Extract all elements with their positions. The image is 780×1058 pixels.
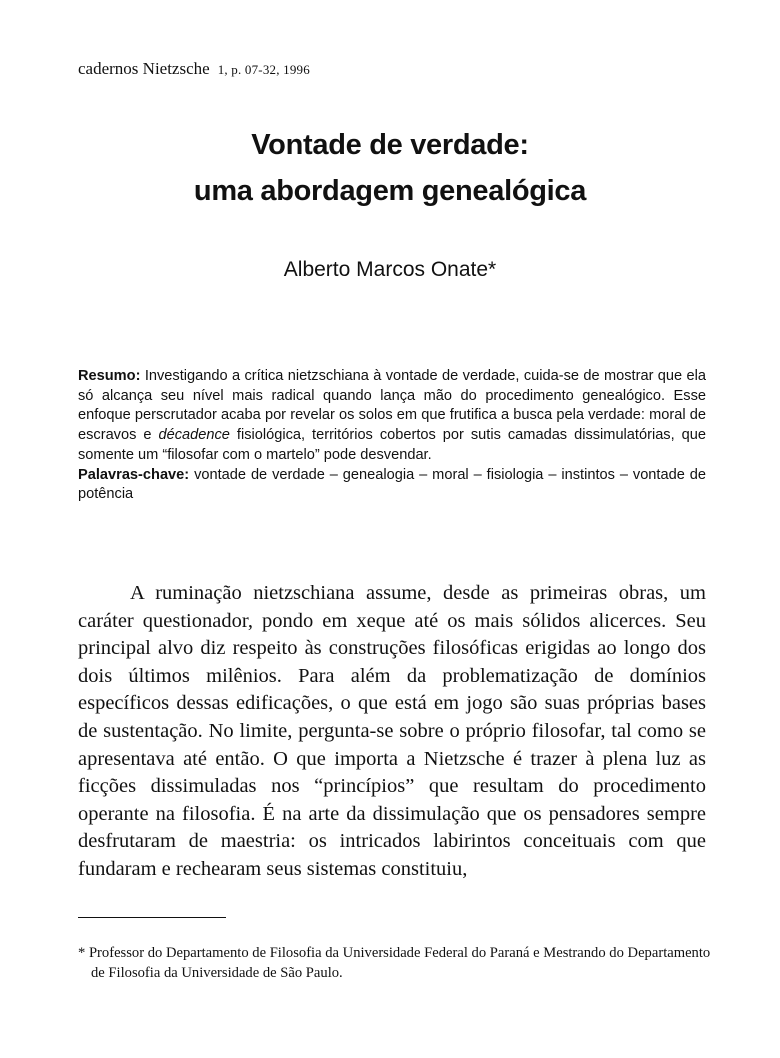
title-line-1: Vontade de verdade:: [251, 129, 529, 161]
body-paragraph: A ruminação nietzschiana assume, desde as primeiras obras, um caráter questionador, pondo em xeque até os mais sólidos alicerces. Seu principal alvo diz respeito às construções filosóficas erigidas ao longo dos dois últimos milênios. Para além da problematização de domínios específicos dessas edificações, o que está em jogo são suas próprias bases de sustentação. No limite, pergunta-se sobre o próprio filosofar, tal como se apresentava até então. O que importa a Nietzsche é trazer à plena luz as ficções dissimuladas nos “princípios” que resultam do procedimento operante na filosofia. É na arte da dissimulação que os pensadores sempre desfrutaram de maestria: os intricados labirintos conceituais com que fundaram e rechearam seus sistemas constituiu,: [78, 582, 706, 880]
abstract-block: [78, 367, 706, 505]
keywords-paragraph: [78, 466, 706, 505]
keywords-text: vontade de verdade – genealogia – moral – fisiologia – instintos – vontade de potência: [78, 466, 706, 503]
abstract-text-1: Investigando a crítica nietzschiana à vontade de verdade, cuida-se de mostrar que ela só alcança seu nível mais radical quando lança mão do procedimento genealógico. Esse enfoque perscrutador acaba por revelar os solos em que frutifica a busca pela verdade: moral de escravos e: [78, 368, 706, 444]
author-name: Alberto Marcos Onate*: [283, 258, 497, 281]
body-text: [78, 580, 706, 884]
abstract-label: Resumo:: [78, 368, 141, 384]
article-title: [0, 122, 780, 214]
abstract-italic-term: décadence: [158, 427, 230, 444]
abstract-paragraph: [78, 367, 706, 466]
abstract-text-2: fisiológica, territórios cobertos por sutis camadas dissimulatórias, que somente um “filosofar com o martelo” pode desvendar.: [78, 427, 706, 463]
keywords-label: Palavras-chave:: [78, 466, 190, 483]
journal-reference: 1, p. 07-32, 1996: [217, 62, 310, 77]
running-header: [78, 59, 310, 79]
title-line-2: uma abordagem genealógica: [193, 175, 587, 207]
journal-name: cadernos Nietzsche: [78, 59, 210, 78]
footnote: * Professor do Departamento de Filosofia da Universidade Federal do Paraná e Mestrando do Departamento de Filosofia da Universidade de São Paulo.: [78, 945, 711, 981]
footnote-divider: [78, 917, 226, 918]
